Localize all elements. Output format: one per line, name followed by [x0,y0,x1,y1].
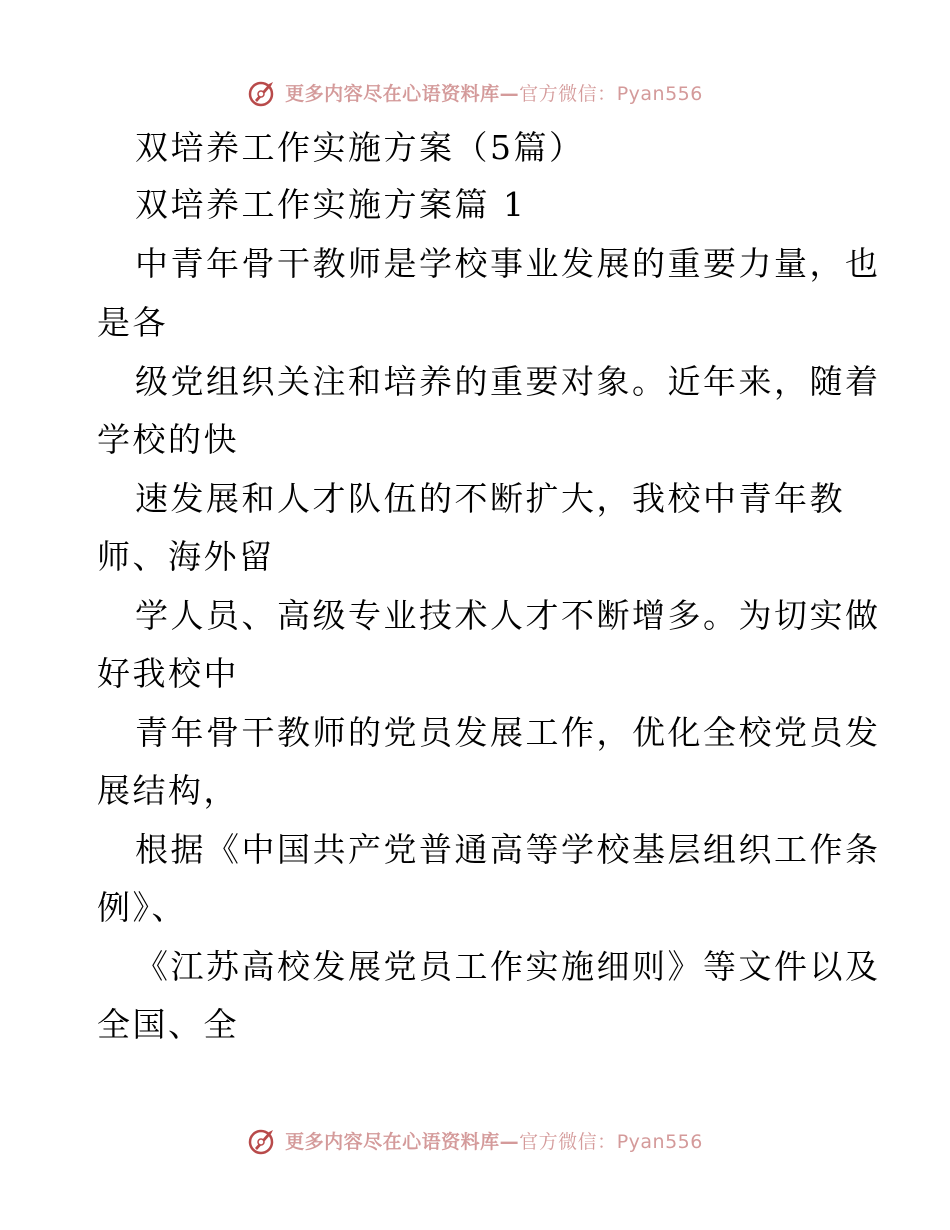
paragraph-line: 中青年骨干教师是学校事业发展的重要力量，也 [135,244,881,283]
watermark-wechat-label: 官方微信： [519,1130,617,1153]
pen-circle-logo-icon [247,76,279,108]
watermark-wechat-id: Pyan556 [616,1130,703,1153]
watermark-text [285,79,703,106]
paragraph-line: 级党组织关注和培养的重要对象。近年来，随着 [135,362,881,401]
paragraph-line: 例》、 [97,888,187,927]
paragraph-line: 《江苏高校发展党员工作实施细则》等文件以及 [135,947,881,986]
watermark-main: 更多内容尽在心语资料库 [285,1130,500,1153]
paragraph-line: 展结构， [97,771,239,810]
paragraph-line: 全国、全 [97,1005,239,1044]
paragraph-line: 师、海外留 [97,537,275,576]
paragraph-line: 是各 [97,303,168,342]
watermark-text [285,1127,703,1154]
watermark-group [247,1124,703,1156]
document-title: 双培养工作实施方案（5篇） [135,128,585,167]
watermark-group [247,76,703,108]
footer-watermark [0,1120,950,1160]
paragraph-line: 好我校中 [97,654,239,693]
watermark-main: 更多内容尽在心语资料库 [285,82,500,105]
watermark-dash: — [499,1130,520,1153]
paragraph-line: 根据《中国共产党普通高等学校基层组织工作条 [135,830,881,869]
watermark-dash: — [499,82,520,105]
paragraph-line: 速发展和人才队伍的不断扩大，我校中青年教 [135,479,845,518]
document-subtitle: 双培养工作实施方案篇 1 [135,185,527,224]
header-watermark [0,72,950,112]
paragraph-line: 青年骨干教师的党员发展工作，优化全校党员发 [135,713,881,752]
watermark-wechat-id: Pyan556 [616,82,703,105]
paragraph-line: 学校的快 [97,420,239,459]
watermark-wechat-label: 官方微信： [519,82,617,105]
pen-circle-logo-icon [247,1124,279,1156]
paragraph-line: 学人员、高级专业技术人才不断增多。为切实做 [135,596,881,635]
